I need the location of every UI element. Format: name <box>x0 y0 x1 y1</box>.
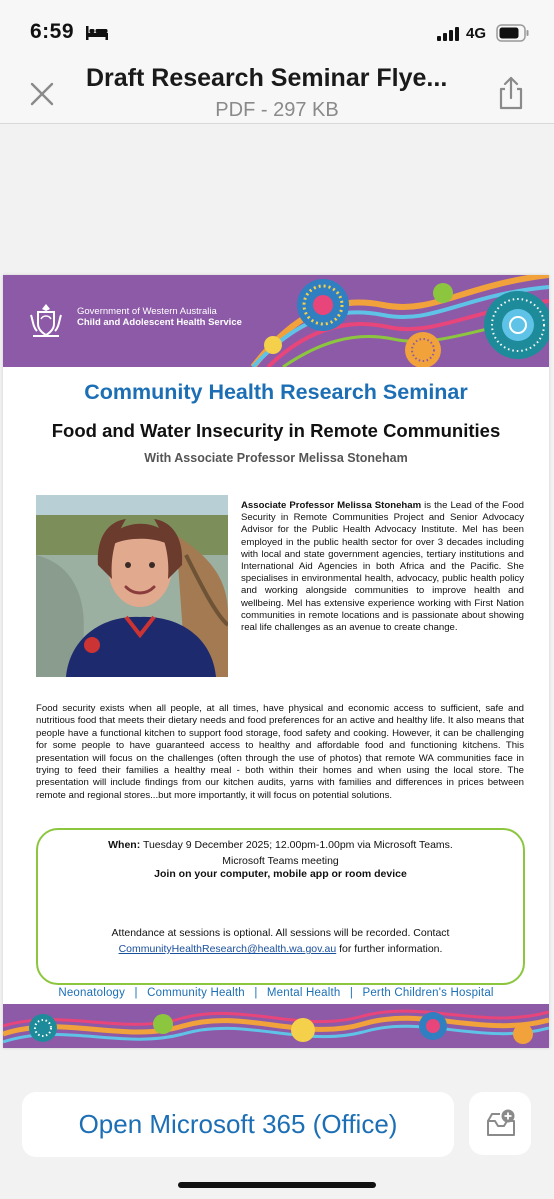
bio-name: Associate Professor Melissa Stoneham <box>241 500 422 511</box>
contact-suffix: for further information. <box>336 943 443 955</box>
mail-action-button[interactable] <box>469 1092 531 1155</box>
contact-line <box>38 943 523 955</box>
bed-icon <box>86 24 108 40</box>
aboriginal-artwork-footer <box>3 1004 549 1048</box>
presenter-bio <box>241 500 524 634</box>
footer-link-perth-childrens-hospital: Perth Children's Hospital <box>362 987 494 999</box>
org-line-1: Government of Western Australia <box>77 306 217 317</box>
footer-link-neonatology: Neonatology <box>58 987 126 999</box>
mail-plus-icon <box>486 1109 516 1137</box>
pdf-page <box>3 275 549 1048</box>
footer-artwork <box>3 1004 549 1048</box>
org-line-2: Child and Adolescent Health Service <box>77 317 242 328</box>
join-instructions: Join on your computer, mobile app or room device <box>154 868 407 880</box>
flyer-banner <box>3 275 549 367</box>
document-header <box>0 60 554 124</box>
when-line <box>38 839 523 851</box>
document-meta: PDF - 297 KB <box>215 99 339 121</box>
bio-text: is the Lead of the Food Security in Remote Communities Project and Senior Advocacy Advisor for the Public Health Advocacy Institute. Mel has been employed in the public health sector for over 3 decades including with local and state government agencies, tertiary institutions and International Aid Agencies in both Africa and the Pacific. She specialises in environmental health, advocacy, public health policy and working alongside communities to improve health and wellbeing. Mel has extensive experience working with First Nation communities in remote locations and is passionate about showing real life challenges as an avenue to create change. <box>241 500 524 634</box>
teams-meeting-label: Microsoft Teams meeting <box>222 855 339 867</box>
status-bar <box>0 0 554 60</box>
signal-icon <box>437 27 459 41</box>
contact-email-link[interactable]: CommunityHealthResearch@health.wa.gov.au <box>118 943 337 955</box>
presenter-line: With Associate Professor Melissa Stoneham <box>144 451 408 465</box>
home-indicator[interactable] <box>178 1182 376 1188</box>
seminar-title: Community Health Research Seminar <box>84 380 468 404</box>
footer-separator: | <box>254 987 258 999</box>
presenter-photo <box>36 495 228 677</box>
event-details-box <box>36 828 525 985</box>
when-label: When: <box>108 839 141 851</box>
battery-icon <box>496 24 530 42</box>
footer-separator: | <box>134 987 138 999</box>
network-type: 4G <box>466 25 487 42</box>
when-value: Tuesday 9 December 2025; 12.00pm-1.00pm via Microsoft Teams. <box>140 839 453 851</box>
open-in-office-button[interactable]: Open Microsoft 365 (Office) <box>22 1092 454 1157</box>
seminar-subtitle: Food and Water Insecurity in Remote Communities <box>51 420 501 441</box>
footer-separator: | <box>349 987 354 999</box>
document-title: Draft Research Seminar Flye... <box>86 64 448 92</box>
status-time: 6:59 <box>30 20 75 43</box>
service-links <box>3 987 549 999</box>
footer-link-community-health: Community Health <box>147 987 245 999</box>
government-crest-logo <box>27 301 65 339</box>
footer-link-mental-health: Mental Health <box>266 987 341 999</box>
seminar-description: Food security exists when all people, at all times, have physical and economic access to sufficient, safe and nutritious food that meets their dietary needs and food preferences for an active and healthy life. It also means that people have a functional kitchen to support food storage, food safety and cooking. However, it can be challenging for some people to have guaranteed access to healthy and affordable food and functioning kitchens. This presentation will focus on the challenges (often through the use of photos) that remote WA communities face in trying to feed their families a healthy meal - both within their homes and when using the local store. The presentation will include findings from our kitchen audits, yarns with families and differences in prices between remote and regional stores...but more importantly, it will focus on potential solutions. <box>36 703 524 801</box>
attendance-note: Attendance at sessions is optional. All sessions will be recorded. Contact <box>111 927 450 939</box>
share-icon[interactable] <box>496 76 526 110</box>
organization-name <box>77 306 242 328</box>
